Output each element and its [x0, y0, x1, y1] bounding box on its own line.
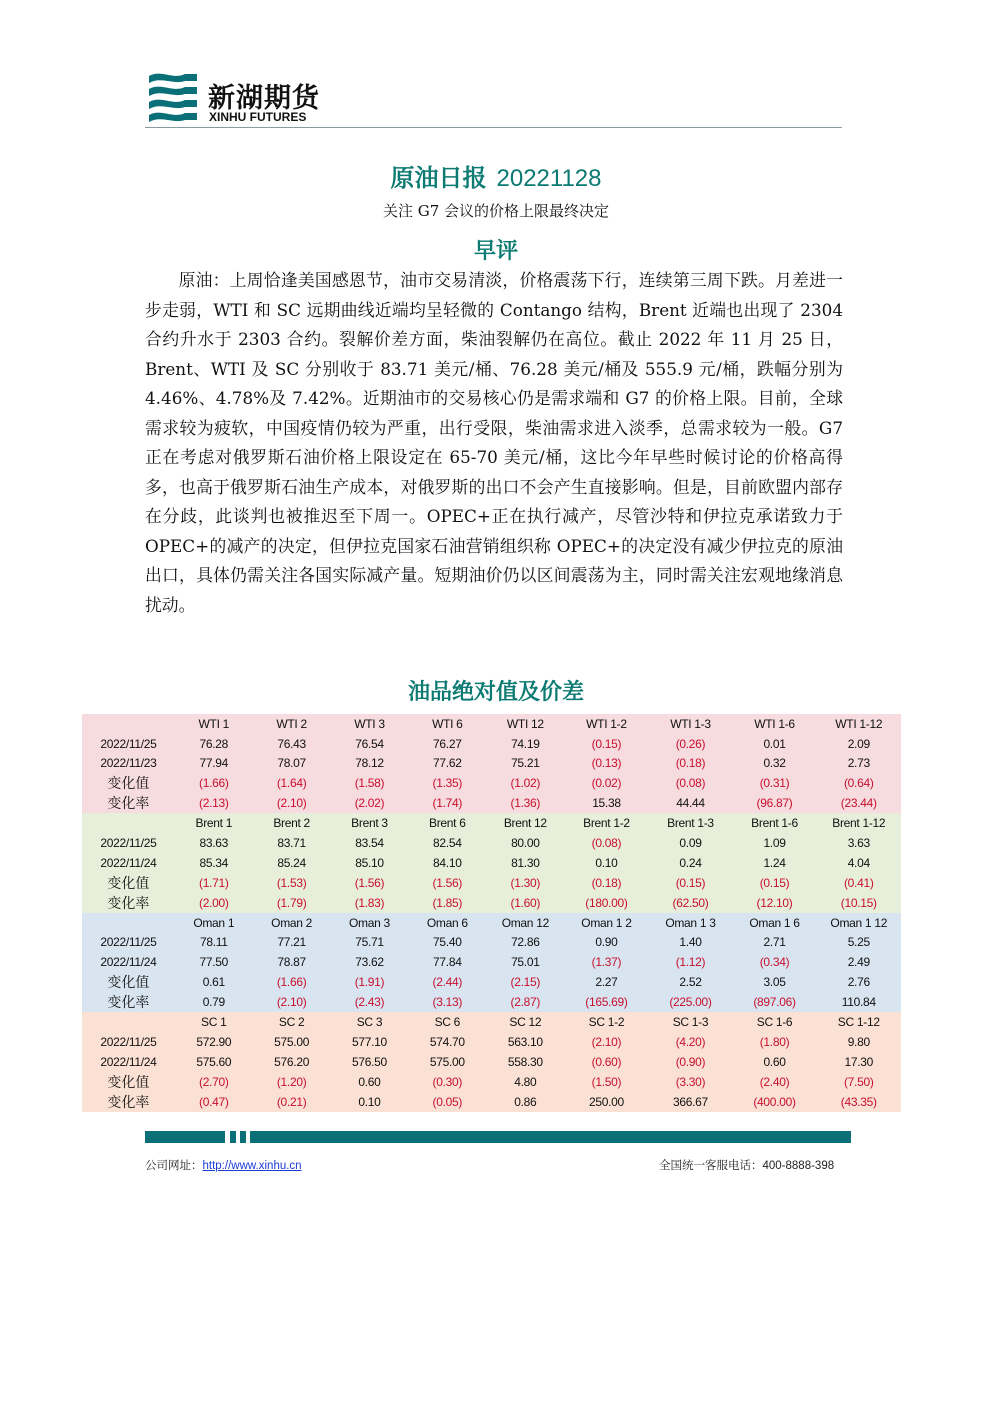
table-cell: (1.20) [253, 1072, 331, 1092]
table-cell: (1.79) [253, 893, 331, 913]
column-header: Oman 1 [175, 913, 253, 933]
table-row [82, 873, 901, 893]
column-header: Oman 12 [486, 913, 564, 933]
column-header: SC 6 [408, 1012, 486, 1032]
report-title-text: 原油日报 [390, 164, 487, 192]
table-cell: (2.87) [486, 992, 564, 1012]
row-label: 变化率 [82, 992, 175, 1012]
table-cell: (1.66) [253, 972, 331, 992]
table-cell: (0.26) [648, 734, 732, 754]
xinhu-wave-logo-icon [145, 70, 201, 126]
table-cell: (1.37) [564, 952, 648, 972]
table-cell: (2.13) [175, 793, 253, 813]
table-cell: 76.43 [253, 734, 331, 754]
table-cell: (2.44) [408, 972, 486, 992]
table-cell: (1.36) [486, 793, 564, 813]
table-cell: 1.09 [733, 833, 817, 853]
table-cell: 44.44 [648, 793, 732, 813]
table-cell: 2.76 [817, 972, 901, 992]
table-cell: 0.90 [564, 933, 648, 953]
phone-number: 400-8888-398 [762, 1160, 835, 1172]
table-header-row-sc [82, 1012, 901, 1032]
table-cell: 83.71 [253, 833, 331, 853]
table-cell: 81.30 [486, 853, 564, 873]
table-cell: 75.40 [408, 933, 486, 953]
report-date: 20221128 [496, 165, 602, 192]
table-cell: (0.18) [648, 754, 732, 774]
table-row [82, 1072, 901, 1092]
column-header: WTI 1 [175, 714, 253, 734]
table-cell: 575.00 [253, 1032, 331, 1052]
table-cell: (0.15) [564, 734, 648, 754]
column-header: Brent 1-6 [733, 813, 817, 833]
table-cell: 0.10 [331, 1092, 409, 1112]
table-cell: 575.60 [175, 1052, 253, 1072]
table-cell: 0.01 [733, 734, 817, 754]
website-label: 公司网址： [145, 1158, 203, 1172]
table-row [82, 853, 901, 873]
table-cell: (2.00) [175, 893, 253, 913]
table-cell: 82.54 [408, 833, 486, 853]
row-label: 2022/11/25 [82, 933, 175, 953]
table-cell: 84.10 [408, 853, 486, 873]
table-cell: (1.85) [408, 893, 486, 913]
table-cell: (43.35) [817, 1092, 901, 1112]
table-cell: 83.54 [331, 833, 409, 853]
table-cell: 2.27 [564, 972, 648, 992]
table-cell: (0.02) [564, 773, 648, 793]
table-row [82, 773, 901, 793]
table-cell: 77.62 [408, 754, 486, 774]
table-cell: (1.71) [175, 873, 253, 893]
column-header: Oman 1 3 [648, 913, 732, 933]
table-cell: 77.84 [408, 952, 486, 972]
table-cell: (2.10) [253, 992, 331, 1012]
table-cell: 0.32 [733, 754, 817, 774]
table-cell: 2.49 [817, 952, 901, 972]
row-label: 变化率 [82, 1092, 175, 1112]
commentary-body [145, 266, 843, 620]
report-subtitle: 关注 G7 会议的价格上限最终决定 [382, 202, 610, 220]
table-cell: (165.69) [564, 992, 648, 1012]
footer-website [145, 1157, 302, 1173]
table-cell: 5.25 [817, 933, 901, 953]
table-cell: (1.91) [331, 972, 409, 992]
table-cell: 4.04 [817, 853, 901, 873]
table-cell: 0.09 [648, 833, 732, 853]
table-cell: 3.05 [733, 972, 817, 992]
row-label: 2022/11/24 [82, 952, 175, 972]
table-cell: 72.86 [486, 933, 564, 953]
column-header: SC 1-6 [733, 1012, 817, 1032]
table-cell: 75.71 [331, 933, 409, 953]
column-header: WTI 1-12 [817, 714, 901, 734]
table-cell: (1.30) [486, 873, 564, 893]
table-row [82, 1032, 901, 1052]
table-row [82, 793, 901, 813]
table-cell: (96.87) [733, 793, 817, 813]
table-cell: 83.63 [175, 833, 253, 853]
table-cell: (0.60) [564, 1052, 648, 1072]
table-row [82, 893, 901, 913]
table-cell: 558.30 [486, 1052, 564, 1072]
table-cell: (1.80) [733, 1032, 817, 1052]
table-cell: 0.79 [175, 992, 253, 1012]
table-cell: (0.08) [564, 833, 648, 853]
table-cell: 577.10 [331, 1032, 409, 1052]
commentary-paragraph: 原油：上周恰逢美国感恩节，油市交易清淡，价格震荡下行，连续第三周下跌。月差进一步走弱，WTI 和 SC 远期曲线近端均呈轻微的 Contango 结构，Brent 近端也出现了 2304 合约升水于 2303 合约。裂解价差方面，柴油裂解仍在高位。截止 2022 年 11 月 25 日，Brent、WTI 及 SC 分别收于 83.71 美元/桶、76.28 美元/桶及 555.9 元/桶，跌幅分别为 4.46%、4.78%及 7.42%。近期油市的交易核心仍是需求端和 G7 的价格上限。目前，全球需求较为疲软，中国疫情仍较为严重，出行受限，柴油需求进入淡季，总需求较为一般。G7 正在考虑对俄罗斯石油价格上限设定在 65-70 美元/桶，这比今年早些时候讨论的价格高得多，也高于俄罗斯石油生产成本，对俄罗斯的出口不会产生直接影响。但是，目前欧盟内部存在分歧，此谈判也被推迟至下周一。OPEC+正在执行减产，尽管沙特和伊拉克承诺致力于 OPEC+的减产的决定，但伊拉克国家石油营销组织称 OPEC+的决定没有减少伊拉克的原油出口，具体仍需关注各国实际减产量。短期油价仍以区间震荡为主，同时需关注宏观地缘消息扰动。 [145, 270, 843, 615]
table-cell: (2.15) [486, 972, 564, 992]
column-header: Brent 2 [253, 813, 331, 833]
table-cell: (0.31) [733, 773, 817, 793]
table-cell: 110.84 [817, 992, 901, 1012]
table-cell: (2.40) [733, 1072, 817, 1092]
table-cell: (1.02) [486, 773, 564, 793]
table-cell: (0.34) [733, 952, 817, 972]
table-cell: (897.06) [733, 992, 817, 1012]
table-cell: 73.62 [331, 952, 409, 972]
table-cell: 576.20 [253, 1052, 331, 1072]
column-header: WTI 3 [331, 714, 409, 734]
table-cell: 3.63 [817, 833, 901, 853]
table-header-row-oman [82, 913, 901, 933]
table-cell: (1.58) [331, 773, 409, 793]
table-cell: (0.90) [648, 1052, 732, 1072]
table-row [82, 833, 901, 853]
table-cell: 0.86 [486, 1092, 564, 1112]
table-cell: (0.15) [733, 873, 817, 893]
table-cell: 15.38 [564, 793, 648, 813]
table-cell: (1.35) [408, 773, 486, 793]
column-header: WTI 1-6 [733, 714, 817, 734]
table-cell: 77.94 [175, 754, 253, 774]
table-cell: (1.56) [331, 873, 409, 893]
column-header: WTI 2 [253, 714, 331, 734]
column-header: SC 1-2 [564, 1012, 648, 1032]
row-label: 2022/11/25 [82, 734, 175, 754]
table-cell: 85.24 [253, 853, 331, 873]
table-cell: (0.30) [408, 1072, 486, 1092]
header-blank-cell [82, 913, 175, 933]
header-blank-cell [82, 1012, 175, 1032]
table-row [82, 992, 901, 1012]
table-header-row-wti [82, 714, 901, 734]
table-row [82, 1052, 901, 1072]
header-blank-cell [82, 714, 175, 734]
brand-name-cn: 新湖期货 [208, 83, 320, 114]
footer-bar-segment [145, 1131, 225, 1143]
table-cell: (400.00) [733, 1092, 817, 1112]
table-cell: (1.64) [253, 773, 331, 793]
table-cell: 75.01 [486, 952, 564, 972]
table-cell: (0.13) [564, 754, 648, 774]
table-cell: 1.24 [733, 853, 817, 873]
table-cell: (0.47) [175, 1092, 253, 1112]
table-cell: 78.87 [253, 952, 331, 972]
table-cell: 76.27 [408, 734, 486, 754]
table-cell: 74.19 [486, 734, 564, 754]
table-row [82, 754, 901, 774]
table-row [82, 734, 901, 754]
table-cell: (2.02) [331, 793, 409, 813]
table-cell: 77.21 [253, 933, 331, 953]
table-row [82, 952, 901, 972]
row-label: 2022/11/23 [82, 754, 175, 774]
column-header: Brent 3 [331, 813, 409, 833]
table-cell: 85.10 [331, 853, 409, 873]
table-cell: 575.00 [408, 1052, 486, 1072]
column-header: Brent 1-12 [817, 813, 901, 833]
footer-bar-segment [240, 1131, 246, 1143]
column-header: SC 1 [175, 1012, 253, 1032]
row-label: 变化值 [82, 873, 175, 893]
column-header: Brent 6 [408, 813, 486, 833]
table-cell: 0.10 [564, 853, 648, 873]
table-cell: 4.80 [486, 1072, 564, 1092]
row-label: 变化率 [82, 893, 175, 913]
table-cell: 0.61 [175, 972, 253, 992]
row-label: 变化值 [82, 972, 175, 992]
column-header: Brent 1-2 [564, 813, 648, 833]
table-heading: 油品绝对值及价差 [407, 680, 584, 705]
table-cell: (1.56) [408, 873, 486, 893]
table-cell: (0.64) [817, 773, 901, 793]
table-cell: 572.90 [175, 1032, 253, 1052]
table-cell: (12.10) [733, 893, 817, 913]
brand-logo [145, 70, 345, 126]
phone-label: 全国统一客服电话： [659, 1158, 763, 1172]
table-cell: (0.21) [253, 1092, 331, 1112]
footer-bar-segment [250, 1131, 851, 1143]
table-cell: (1.53) [253, 873, 331, 893]
table-cell: 78.11 [175, 933, 253, 953]
table-cell: (2.43) [331, 992, 409, 1012]
column-header: WTI 1-2 [564, 714, 648, 734]
table-cell: (4.20) [648, 1032, 732, 1052]
table-cell: (225.00) [648, 992, 732, 1012]
table-cell: (2.10) [564, 1032, 648, 1052]
table-cell: 9.80 [817, 1032, 901, 1052]
table-row [82, 972, 901, 992]
table-cell: 0.24 [648, 853, 732, 873]
table-cell: 366.67 [648, 1092, 732, 1112]
column-header: Oman 1 2 [564, 913, 648, 933]
row-label: 变化值 [82, 1072, 175, 1092]
row-label: 2022/11/24 [82, 853, 175, 873]
table-cell: (0.18) [564, 873, 648, 893]
table-cell: 250.00 [564, 1092, 648, 1112]
column-header: Oman 6 [408, 913, 486, 933]
table-cell: (3.13) [408, 992, 486, 1012]
table-cell: 17.30 [817, 1052, 901, 1072]
website-link[interactable]: http://www.xinhu.cn [202, 1160, 302, 1172]
table-cell: (7.50) [817, 1072, 901, 1092]
column-header: SC 12 [486, 1012, 564, 1032]
row-label: 变化值 [82, 773, 175, 793]
table-cell: (62.50) [648, 893, 732, 913]
column-header: SC 1-3 [648, 1012, 732, 1032]
table-cell: 78.12 [331, 754, 409, 774]
header-divider [145, 127, 842, 128]
table-cell: (3.30) [648, 1072, 732, 1092]
table-cell: (180.00) [564, 893, 648, 913]
table-cell: (1.83) [331, 893, 409, 913]
column-header: WTI 12 [486, 714, 564, 734]
oil-price-spread-table [82, 714, 901, 1112]
table-cell: 0.60 [331, 1072, 409, 1092]
table-row [82, 933, 901, 953]
report-title [0, 158, 992, 193]
table-cell: 77.50 [175, 952, 253, 972]
table-cell: (1.74) [408, 793, 486, 813]
table-cell: (23.44) [817, 793, 901, 813]
column-header: SC 2 [253, 1012, 331, 1032]
table-cell: (2.70) [175, 1072, 253, 1092]
table-cell: (0.41) [817, 873, 901, 893]
table-cell: 76.54 [331, 734, 409, 754]
brand-name-en: XINHU FUTURES [209, 110, 307, 124]
table-cell: (1.60) [486, 893, 564, 913]
table-cell: 574.70 [408, 1032, 486, 1052]
column-header: Oman 3 [331, 913, 409, 933]
commentary-heading: 早评 [473, 239, 518, 264]
table-cell: 76.28 [175, 734, 253, 754]
header-blank-cell [82, 813, 175, 833]
column-header: Oman 1 6 [733, 913, 817, 933]
table-cell: (0.15) [648, 873, 732, 893]
table-row [82, 1092, 901, 1112]
table-cell: 2.71 [733, 933, 817, 953]
column-header: SC 3 [331, 1012, 409, 1032]
row-label: 2022/11/25 [82, 1032, 175, 1052]
table-cell: 78.07 [253, 754, 331, 774]
column-header: Brent 1 [175, 813, 253, 833]
table-cell: (0.05) [408, 1092, 486, 1112]
table-cell: 1.40 [648, 933, 732, 953]
table-cell: 0.60 [733, 1052, 817, 1072]
table-cell: 85.34 [175, 853, 253, 873]
table-cell: (1.12) [648, 952, 732, 972]
table-header-row-brent [82, 813, 901, 833]
table-cell: 2.73 [817, 754, 901, 774]
footer-bar-segment [230, 1131, 236, 1143]
table-cell: 75.21 [486, 754, 564, 774]
row-label: 2022/11/25 [82, 833, 175, 853]
table-cell: 2.09 [817, 734, 901, 754]
table-cell: (2.10) [253, 793, 331, 813]
table-cell: 563.10 [486, 1032, 564, 1052]
column-header: WTI 6 [408, 714, 486, 734]
column-header: WTI 1-3 [648, 714, 732, 734]
table-cell: 80.00 [486, 833, 564, 853]
table-cell: 2.52 [648, 972, 732, 992]
column-header: Oman 2 [253, 913, 331, 933]
table-cell: (1.66) [175, 773, 253, 793]
table-cell: 576.50 [331, 1052, 409, 1072]
row-label: 变化率 [82, 793, 175, 813]
column-header: Brent 1-3 [648, 813, 732, 833]
table-cell: (0.08) [648, 773, 732, 793]
column-header: SC 1-12 [817, 1012, 901, 1032]
table-cell: (1.50) [564, 1072, 648, 1092]
table-cell: (10.15) [817, 893, 901, 913]
footer-phone [659, 1157, 851, 1173]
row-label: 2022/11/24 [82, 1052, 175, 1072]
column-header: Brent 12 [486, 813, 564, 833]
column-header: Oman 1 12 [817, 913, 901, 933]
